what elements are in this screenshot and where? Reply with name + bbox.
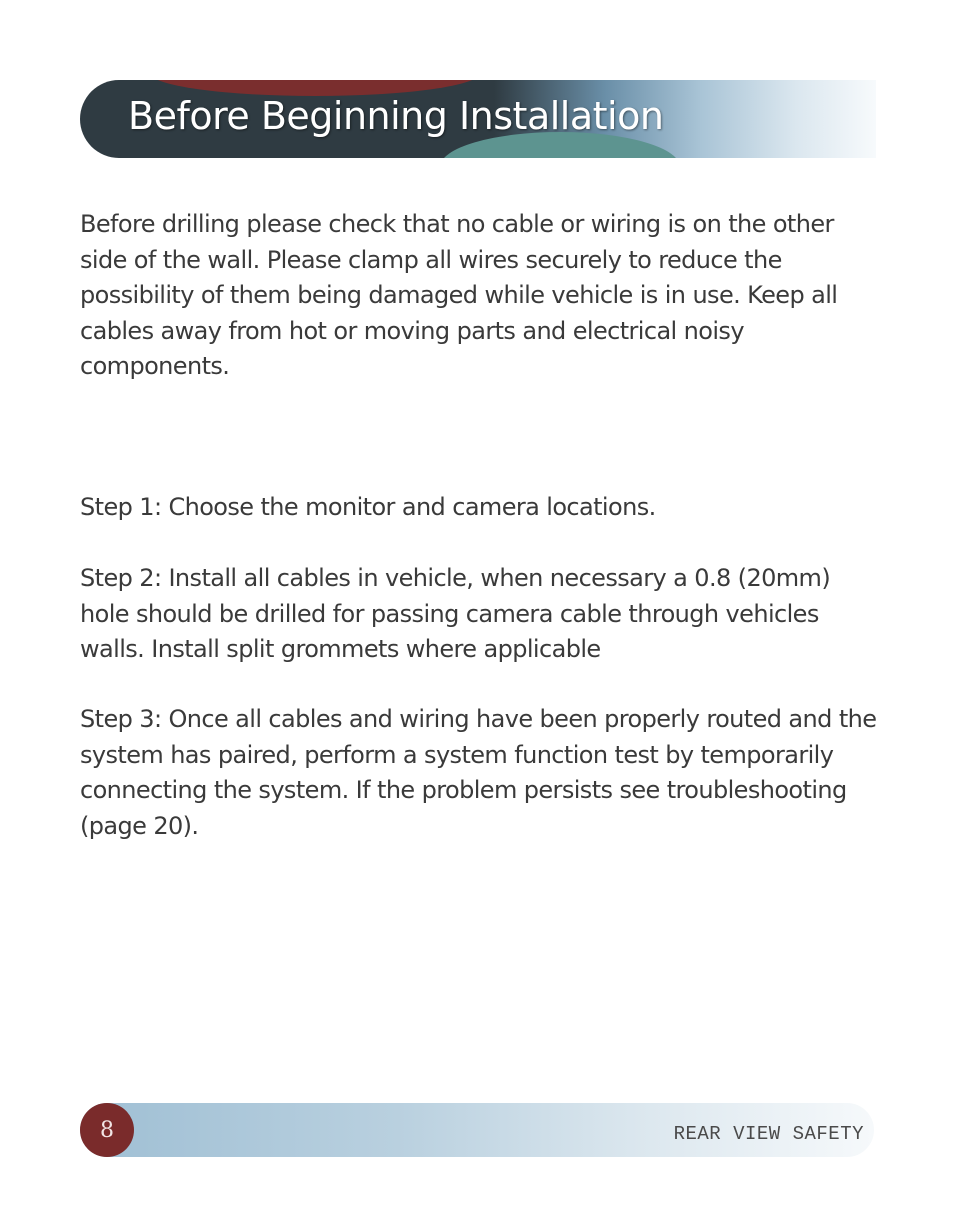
header-banner bbox=[80, 80, 876, 158]
step-3-text: Step 3: Once all cables and wiring have been properly routed and the system has paired, perform a system function test by temporarily connecting the system. If the problem persists see troubleshooting (page 20). bbox=[80, 705, 877, 840]
step-2-text: Step 2: Install all cables in vehicle, when necessary a 0.8 (20mm) hole should be drilled for passing camera cable through vehicles walls. Install split grommets where applicable bbox=[80, 564, 831, 663]
page-title: Before Beginning Installation bbox=[128, 94, 664, 138]
footer-brand-label: REAR VIEW SAFETY bbox=[673, 1123, 864, 1145]
page-number: 8 bbox=[100, 1117, 114, 1143]
step-1-text: Step 1: Choose the monitor and camera locations. bbox=[80, 493, 656, 521]
intro-paragraph: Before drilling please check that no cable or wiring is on the other side of the wall. Please clamp all wires securely to reduce the possibility of them being damaged while vehicle is in use. Keep all cables away from hot or moving parts and electrical noisy components. bbox=[80, 210, 838, 380]
page-number-badge bbox=[80, 1103, 134, 1157]
